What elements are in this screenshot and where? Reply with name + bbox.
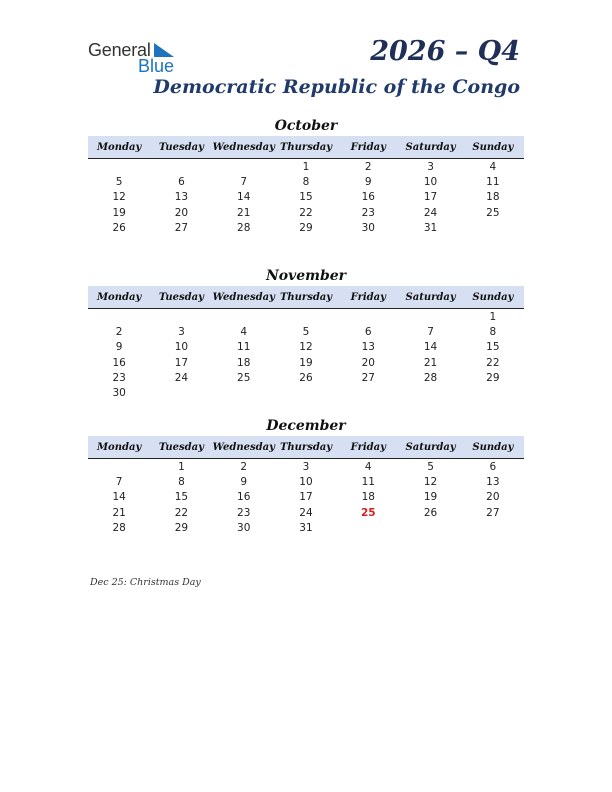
day-cell: 11 bbox=[486, 175, 500, 188]
day-cell: 22 bbox=[174, 506, 189, 519]
weekday-label: Tuesday bbox=[158, 291, 204, 303]
holiday-note: Dec 25: Christmas Day bbox=[90, 577, 201, 588]
logo-triangle-icon bbox=[154, 43, 174, 57]
day-cell: 29 bbox=[174, 521, 189, 534]
day-cell: 11 bbox=[237, 341, 251, 354]
day-cell: 20 bbox=[486, 491, 500, 504]
weekday-label: Thursday bbox=[279, 141, 333, 153]
day-cell: 2 bbox=[240, 460, 248, 473]
day-cell: 14 bbox=[423, 341, 438, 354]
week-row bbox=[88, 355, 524, 370]
day-cell: 18 bbox=[486, 191, 500, 204]
day-cell: 19 bbox=[299, 356, 313, 369]
day-cell: 6 bbox=[178, 175, 185, 188]
day-cell: 9 bbox=[240, 475, 248, 488]
month-weeks bbox=[88, 309, 524, 401]
country-title: Democratic Republic of the Congo bbox=[153, 76, 520, 98]
day-cell: 23 bbox=[112, 371, 126, 384]
day-cell: 12 bbox=[299, 341, 313, 354]
day-cell: 26 bbox=[423, 506, 438, 519]
day-cell: 4 bbox=[489, 160, 497, 173]
week-row bbox=[88, 324, 524, 339]
day-cell: 1 bbox=[302, 160, 310, 173]
week-row bbox=[88, 340, 524, 355]
day-cell: 30 bbox=[112, 387, 126, 400]
day-cell: 3 bbox=[302, 460, 310, 473]
day-cell: 19 bbox=[423, 491, 438, 504]
day-cell: 7 bbox=[240, 175, 248, 188]
day-cell: 17 bbox=[174, 356, 189, 369]
weekday-label: Tuesday bbox=[158, 141, 204, 153]
day-cell: 8 bbox=[302, 175, 310, 188]
day-cell: 14 bbox=[237, 191, 251, 204]
day-cell: 27 bbox=[174, 221, 189, 234]
day-cell: 16 bbox=[361, 191, 375, 204]
weekday-label: Wednesday bbox=[212, 141, 275, 153]
day-cell: 11 bbox=[361, 475, 375, 488]
day-cell: 18 bbox=[361, 491, 375, 504]
day-cell: 26 bbox=[299, 371, 313, 384]
day-cell: 14 bbox=[112, 491, 126, 504]
day-cell: 4 bbox=[364, 460, 372, 473]
day-cell: 6 bbox=[364, 325, 372, 338]
day-cell: 18 bbox=[237, 356, 251, 369]
week-row bbox=[88, 309, 524, 324]
day-cell: 13 bbox=[174, 191, 189, 204]
day-cell: 9 bbox=[115, 341, 123, 354]
day-cell: 23 bbox=[361, 206, 375, 219]
day-cell: 15 bbox=[486, 341, 500, 354]
day-cell: 10 bbox=[299, 475, 313, 488]
weekday-label: Wednesday bbox=[212, 441, 275, 453]
week-row bbox=[88, 459, 524, 474]
day-cell: 30 bbox=[237, 521, 251, 534]
week-row bbox=[88, 505, 524, 520]
month-weeks bbox=[88, 159, 524, 235]
month-name: October bbox=[274, 118, 338, 134]
weekday-label: Saturday bbox=[405, 291, 456, 303]
month-name: December bbox=[266, 418, 346, 434]
weekday-header bbox=[88, 286, 524, 309]
day-cell: 4 bbox=[240, 325, 248, 338]
weekday-label: Monday bbox=[96, 441, 142, 453]
month-november bbox=[88, 266, 524, 401]
weekday-label: Thursday bbox=[279, 441, 333, 453]
day-cell: 16 bbox=[237, 491, 251, 504]
day-cell: 13 bbox=[361, 341, 375, 354]
week-row bbox=[88, 174, 524, 189]
weekday-label: Saturday bbox=[405, 441, 456, 453]
weekday-label: Monday bbox=[96, 291, 142, 303]
day-cell: 15 bbox=[299, 191, 313, 204]
day-cell: 3 bbox=[178, 325, 185, 338]
day-cell: 1 bbox=[489, 310, 497, 323]
day-cell: 29 bbox=[299, 221, 313, 234]
day-cell: 17 bbox=[299, 491, 313, 504]
day-cell: 21 bbox=[112, 506, 126, 519]
week-row bbox=[88, 385, 524, 400]
day-cell: 22 bbox=[299, 206, 313, 219]
day-cell: 17 bbox=[423, 191, 438, 204]
weekday-label: Sunday bbox=[472, 141, 514, 153]
day-cell: 5 bbox=[115, 175, 123, 188]
weekday-label: Friday bbox=[350, 291, 386, 303]
day-cell: 9 bbox=[364, 175, 372, 188]
weekday-label: Saturday bbox=[405, 141, 456, 153]
weekday-header bbox=[88, 136, 524, 159]
weekday-label: Wednesday bbox=[212, 291, 275, 303]
week-row bbox=[88, 159, 524, 174]
weekday-label: Friday bbox=[350, 141, 386, 153]
day-cell: 31 bbox=[423, 221, 438, 234]
day-cell: 6 bbox=[489, 460, 497, 473]
week-row bbox=[88, 370, 524, 385]
weekday-label: Sunday bbox=[472, 441, 514, 453]
day-cell: 16 bbox=[112, 356, 126, 369]
day-cell: 28 bbox=[237, 221, 251, 234]
logo-text-blue: Blue bbox=[138, 56, 175, 76]
day-cell: 2 bbox=[115, 325, 123, 338]
generalblue-logo bbox=[88, 40, 188, 76]
day-cell: 20 bbox=[361, 356, 375, 369]
day-cell: 25 bbox=[237, 371, 251, 384]
day-cell: 25 bbox=[486, 206, 500, 219]
day-cell: 22 bbox=[486, 356, 500, 369]
week-row bbox=[88, 205, 524, 220]
day-cell: 31 bbox=[299, 521, 313, 534]
day-cell: 13 bbox=[486, 475, 500, 488]
day-cell: 5 bbox=[427, 460, 434, 473]
day-cell: 8 bbox=[489, 325, 497, 338]
day-cell: 27 bbox=[361, 371, 375, 384]
weekday-header bbox=[88, 436, 524, 459]
day-cell: 7 bbox=[427, 325, 434, 338]
day-cell: 26 bbox=[112, 221, 126, 234]
day-cell: 3 bbox=[427, 160, 434, 173]
day-cell: 7 bbox=[115, 475, 123, 488]
day-cell: 20 bbox=[174, 206, 189, 219]
week-row bbox=[88, 190, 524, 205]
day-cell: 10 bbox=[174, 341, 189, 354]
quarter-title: 2026 – Q4 bbox=[370, 36, 520, 67]
day-cell: 10 bbox=[423, 175, 438, 188]
weekday-label: Monday bbox=[96, 141, 142, 153]
day-cell: 23 bbox=[237, 506, 251, 519]
week-row bbox=[88, 220, 524, 235]
day-cell: 2 bbox=[364, 160, 372, 173]
day-cell: 1 bbox=[178, 460, 185, 473]
day-cell: 12 bbox=[112, 191, 126, 204]
month-october bbox=[88, 116, 524, 235]
week-row bbox=[88, 474, 524, 489]
month-name: November bbox=[265, 268, 347, 284]
day-cell: 24 bbox=[299, 506, 313, 519]
day-cell: 21 bbox=[423, 356, 438, 369]
day-cell: 28 bbox=[423, 371, 438, 384]
day-cell: 27 bbox=[486, 506, 500, 519]
day-cell: 8 bbox=[178, 475, 185, 488]
day-cell: 30 bbox=[361, 221, 375, 234]
weekday-label: Tuesday bbox=[158, 441, 204, 453]
logo-text-general: General bbox=[88, 40, 151, 60]
day-cell: 19 bbox=[112, 206, 126, 219]
month-december bbox=[88, 416, 524, 535]
day-cell: 24 bbox=[423, 206, 438, 219]
day-cell: 29 bbox=[486, 371, 500, 384]
day-cell: 5 bbox=[302, 325, 310, 338]
week-row bbox=[88, 520, 524, 535]
holiday-day-cell: 25 bbox=[360, 506, 376, 519]
week-row bbox=[88, 490, 524, 505]
weekday-label: Friday bbox=[350, 441, 386, 453]
day-cell: 28 bbox=[112, 521, 126, 534]
day-cell: 21 bbox=[237, 206, 251, 219]
day-cell: 24 bbox=[174, 371, 189, 384]
weekday-label: Sunday bbox=[472, 291, 514, 303]
weekday-label: Thursday bbox=[279, 291, 333, 303]
day-cell: 12 bbox=[423, 475, 438, 488]
month-weeks bbox=[88, 459, 524, 535]
day-cell: 15 bbox=[174, 491, 189, 504]
